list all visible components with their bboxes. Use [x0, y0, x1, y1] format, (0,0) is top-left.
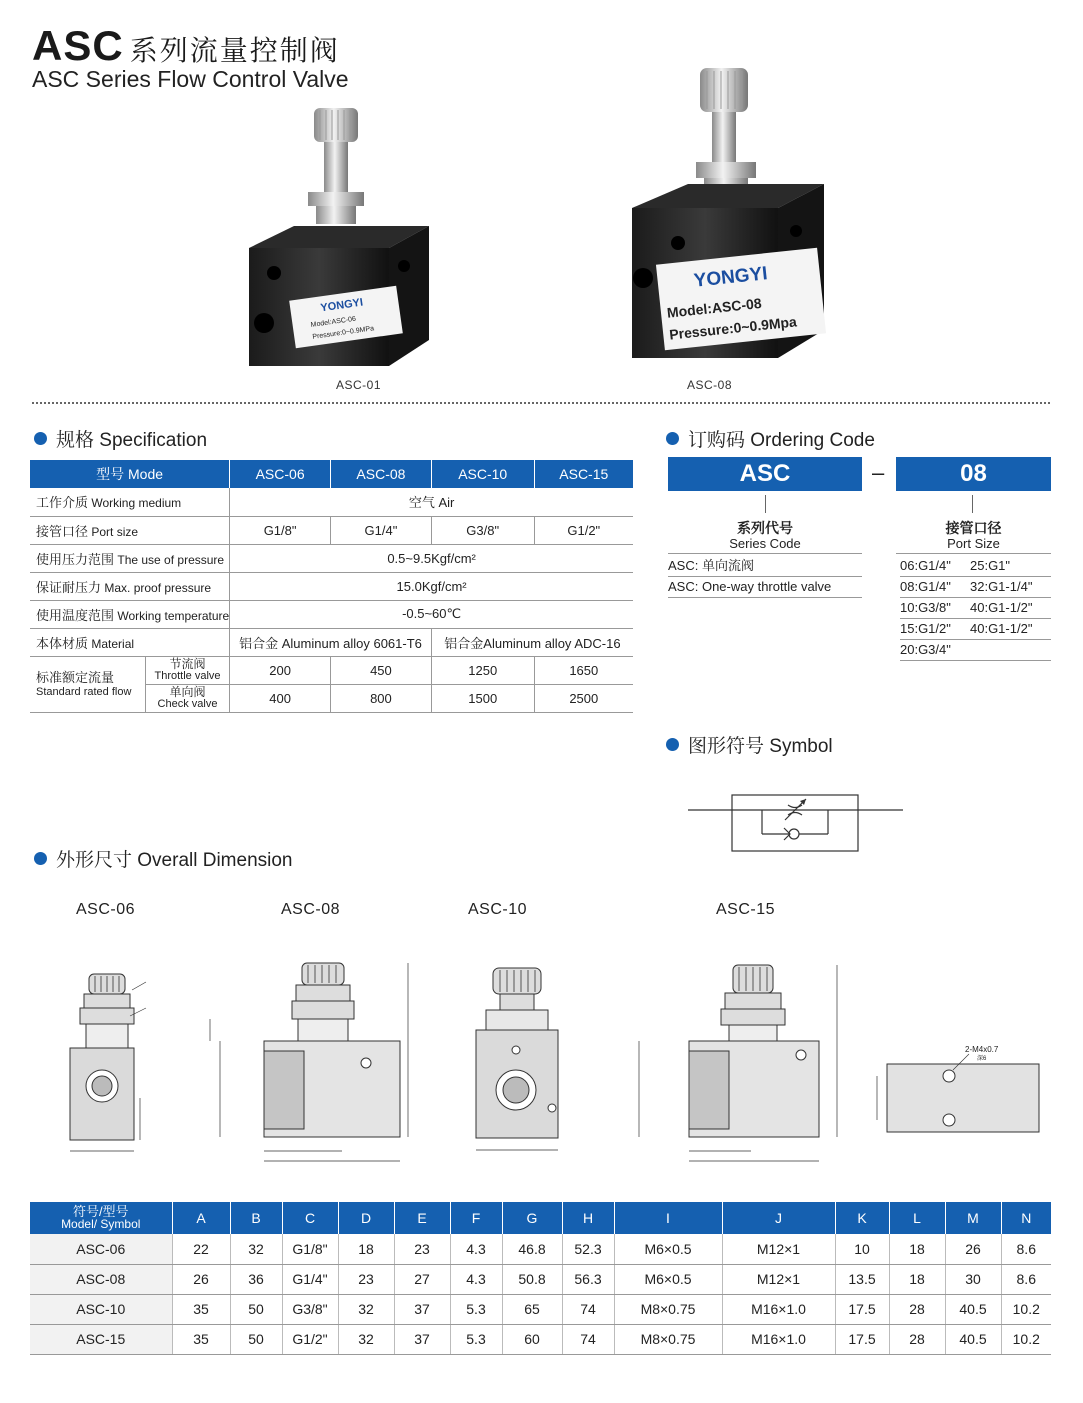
- dimension-cell: 74: [562, 1294, 614, 1324]
- product-asc-08-image: [628, 68, 828, 363]
- dimension-cell: 52.3: [562, 1234, 614, 1264]
- spec-row-port: [30, 516, 633, 544]
- dimension-cell: 17.5: [835, 1324, 889, 1354]
- dimension-cell: 65: [502, 1294, 562, 1324]
- dimension-cell: 74: [562, 1324, 614, 1354]
- divider: [32, 402, 1050, 404]
- drawing-label: ASC-08: [281, 901, 341, 918]
- title-cn-text: 系列流量控制阀: [129, 35, 340, 66]
- section-heading-dimension: [34, 845, 293, 872]
- dimension-col-header: C: [282, 1202, 338, 1234]
- table-row: [30, 1264, 1051, 1294]
- spec-value: 1500: [431, 684, 534, 712]
- dimension-cell: 5.3: [450, 1324, 502, 1354]
- dimension-cell: 36: [230, 1264, 282, 1294]
- section-title: 规格 Specification: [56, 430, 208, 451]
- port-size-item: 06:G1/4" 25:G1": [900, 556, 1051, 577]
- table-row: [30, 1324, 1051, 1354]
- spec-row-throttle: [30, 656, 633, 684]
- dimension-cell: 50.8: [502, 1264, 562, 1294]
- spec-value: 铝合金 Aluminum alloy 6061-T6: [230, 628, 432, 656]
- dimension-corner-header: 符号/型号 Model/ Symbol: [30, 1202, 172, 1234]
- spec-row-temperature: [30, 600, 633, 628]
- dimension-cell: 37: [394, 1324, 450, 1354]
- dimension-col-header: I: [614, 1202, 722, 1234]
- spec-row-material: [30, 628, 633, 656]
- dimension-cell: 27: [394, 1264, 450, 1294]
- bullet-icon: [34, 432, 47, 445]
- dimension-cell: 18: [889, 1234, 945, 1264]
- spec-header-label: 型号 Mode: [30, 460, 230, 488]
- connector-line: [765, 495, 766, 513]
- spec-model-header: ASC-06: [230, 460, 331, 488]
- spec-value: 800: [331, 684, 432, 712]
- drawing-asc-10: [466, 962, 576, 1162]
- dimension-model: ASC-06: [30, 1234, 172, 1264]
- section-heading-spec: [34, 425, 207, 452]
- dimension-cell: M16×1.0: [722, 1324, 835, 1354]
- dimension-col-header: G: [502, 1202, 562, 1234]
- dimension-model: ASC-08: [30, 1264, 172, 1294]
- dimension-cell: 10: [835, 1234, 889, 1264]
- port-size-item: 15:G1/2" 40:G1-1/2": [900, 619, 1051, 640]
- dimension-col-header: N: [1001, 1202, 1051, 1234]
- dimension-cell: M6×0.5: [614, 1264, 722, 1294]
- spec-value: 1650: [534, 656, 633, 684]
- dimension-cell: 13.5: [835, 1264, 889, 1294]
- spec-value: -0.5~60℃: [230, 600, 633, 628]
- dimension-cell: 5.3: [450, 1294, 502, 1324]
- series-code-heading: 系列代号 Series Code: [668, 521, 862, 554]
- section-title: 图形符号 Symbol: [688, 736, 833, 757]
- drawing-label: ASC-10: [468, 901, 528, 918]
- drawing-asc-06: [62, 968, 162, 1168]
- drawing-label: ASC-15: [716, 901, 776, 918]
- order-code-port: 08: [896, 457, 1051, 491]
- valve-symbol-diagram: [688, 792, 903, 859]
- dimension-cell: G1/2": [282, 1324, 338, 1354]
- dimension-col-header: M: [945, 1202, 1001, 1234]
- label-model: Model:ASC-08: [666, 294, 763, 321]
- spec-row-pressure: [30, 544, 633, 572]
- dimension-cell: 28: [889, 1324, 945, 1354]
- bullet-icon: [666, 738, 679, 751]
- order-code-dash: –: [872, 460, 885, 485]
- spec-label-throttle: 节流阀 Throttle valve: [145, 656, 229, 684]
- dimension-model: ASC-10: [30, 1294, 172, 1324]
- dimension-col-header: D: [338, 1202, 394, 1234]
- spec-header-row: [30, 460, 633, 488]
- label-pressure: Pressure:0~0.9MPa: [312, 325, 375, 341]
- bullet-icon: [34, 852, 47, 865]
- drawing-label: ASC-06: [76, 901, 136, 918]
- section-title: 订购码 Ordering Code: [688, 430, 875, 451]
- table-row: [30, 1234, 1051, 1264]
- page-title-cn: [32, 22, 340, 70]
- dimension-col-header: L: [889, 1202, 945, 1234]
- port-size-heading: 接管口径 Port Size: [896, 521, 1051, 554]
- dimension-cell: 32: [338, 1324, 394, 1354]
- dimension-col-header: A: [172, 1202, 230, 1234]
- dimension-col-header: B: [230, 1202, 282, 1234]
- dimension-cell: 18: [889, 1264, 945, 1294]
- spec-value: 200: [230, 656, 331, 684]
- spec-value: G1/4": [331, 516, 432, 544]
- label-brand: YONGYI: [692, 263, 769, 292]
- dimension-header-row: [30, 1202, 1051, 1234]
- hole-note: 2-M4x0.7: [965, 1045, 999, 1054]
- dimension-cell: M12×1: [722, 1264, 835, 1294]
- brand-code: ASC: [32, 22, 124, 69]
- dimension-cell: 26: [945, 1234, 1001, 1264]
- dimension-cell: M16×1.0: [722, 1294, 835, 1324]
- port-size-item: 08:G1/4" 32:G1-1/4": [900, 577, 1051, 598]
- spec-row-medium: [30, 488, 633, 516]
- spec-value: 0.5~9.5Kgf/cm²: [230, 544, 633, 572]
- dimension-cell: 28: [889, 1294, 945, 1324]
- label-brand: YONGYI: [319, 296, 364, 315]
- spec-row-proof: [30, 572, 633, 600]
- dimension-cell: M8×0.75: [614, 1324, 722, 1354]
- dimension-cell: G3/8": [282, 1294, 338, 1324]
- dimension-col-header: H: [562, 1202, 614, 1234]
- port-size-item: 20:G3/4": [900, 640, 1051, 661]
- spec-value: 空气 Air: [230, 488, 633, 516]
- spec-value: G1/8": [230, 516, 331, 544]
- bullet-icon: [666, 432, 679, 445]
- dimension-cell: 40.5: [945, 1324, 1001, 1354]
- dimension-cell: 4.3: [450, 1264, 502, 1294]
- spec-label: 使用压力范围 The use of pressure: [30, 544, 230, 572]
- spec-label: 接管口径 Port size: [30, 516, 230, 544]
- section-title: 外形尺寸 Overall Dimension: [56, 850, 293, 871]
- spec-model-header: ASC-10: [431, 460, 534, 488]
- dimension-cell: M6×0.5: [614, 1234, 722, 1264]
- hole-note-depth: 深6: [977, 1056, 987, 1062]
- spec-label-flow: 标准额定流量 Standard rated flow: [30, 656, 145, 712]
- label-pressure: Pressure:0~0.9Mpa: [668, 313, 798, 343]
- page-title-en: ASC Series Flow Control Valve: [32, 66, 349, 92]
- spec-model-header: ASC-15: [534, 460, 633, 488]
- spec-model-header: ASC-08: [331, 460, 432, 488]
- dimension-cell: 17.5: [835, 1294, 889, 1324]
- dimension-col-header: J: [722, 1202, 835, 1234]
- dimension-cell: 35: [172, 1294, 230, 1324]
- dimension-cell: 30: [945, 1264, 1001, 1294]
- spec-label: 工作介质 Working medium: [30, 488, 230, 516]
- dimension-cell: 26: [172, 1264, 230, 1294]
- spec-label: 本体材质 Material: [30, 628, 230, 656]
- dimension-col-header: K: [835, 1202, 889, 1234]
- dimension-cell: 50: [230, 1294, 282, 1324]
- dimension-table: [30, 1202, 1051, 1355]
- dimension-cell: 50: [230, 1324, 282, 1354]
- dimension-cell: 32: [230, 1234, 282, 1264]
- section-heading-ordering: [666, 425, 875, 452]
- table-row: [30, 1294, 1051, 1324]
- spec-value: G1/2": [534, 516, 633, 544]
- dimension-cell: M8×0.75: [614, 1294, 722, 1324]
- spec-value: 1250: [431, 656, 534, 684]
- port-size-item: 10:G3/8" 40:G1-1/2": [900, 598, 1051, 619]
- drawing-asc-15-side: [865, 1040, 1045, 1145]
- product-caption: ASC-01: [336, 378, 382, 392]
- dimension-model: ASC-15: [30, 1324, 172, 1354]
- dimension-cell: 60: [502, 1324, 562, 1354]
- label-model: Model:ASC-06: [310, 315, 357, 329]
- dimension-cell: 23: [338, 1264, 394, 1294]
- drawing-asc-08: [198, 955, 418, 1175]
- dimension-cell: 4.3: [450, 1234, 502, 1264]
- spec-table: [30, 460, 633, 713]
- section-heading-symbol: [666, 731, 833, 758]
- dimension-cell: 8.6: [1001, 1264, 1051, 1294]
- dimension-cell: G1/4": [282, 1264, 338, 1294]
- spec-value: G3/8": [431, 516, 534, 544]
- dimension-cell: 35: [172, 1324, 230, 1354]
- dimension-cell: 10.2: [1001, 1324, 1051, 1354]
- dimension-cell: 23: [394, 1234, 450, 1264]
- spec-value: 2500: [534, 684, 633, 712]
- spec-label-check: 单向阀 Check valve: [145, 684, 229, 712]
- dimension-col-header: E: [394, 1202, 450, 1234]
- connector-line: [972, 495, 973, 513]
- dimension-col-header: F: [450, 1202, 502, 1234]
- drawing-asc-15: [625, 955, 855, 1175]
- spec-value: 铝合金Aluminum alloy ADC-16: [431, 628, 633, 656]
- dimension-cell: 32: [338, 1294, 394, 1324]
- dimension-cell: 10.2: [1001, 1294, 1051, 1324]
- spec-label: 保证耐压力 Max. proof pressure: [30, 572, 230, 600]
- order-code-series: ASC: [668, 457, 862, 491]
- dimension-cell: M12×1: [722, 1234, 835, 1264]
- series-code-item: ASC: One-way throttle valve: [668, 577, 862, 598]
- dimension-cell: 40.5: [945, 1294, 1001, 1324]
- product-caption: ASC-08: [687, 378, 733, 392]
- dimension-cell: 37: [394, 1294, 450, 1324]
- dimension-cell: 8.6: [1001, 1234, 1051, 1264]
- dimension-cell: 56.3: [562, 1264, 614, 1294]
- spec-label: 使用温度范围 Working temperature: [30, 600, 230, 628]
- dimension-cell: G1/8": [282, 1234, 338, 1264]
- product-asc-01-image: [244, 108, 434, 368]
- spec-value: 450: [331, 656, 432, 684]
- dimension-cell: 18: [338, 1234, 394, 1264]
- dimension-cell: 46.8: [502, 1234, 562, 1264]
- spec-value: 15.0Kgf/cm²: [230, 572, 633, 600]
- series-code-item: ASC: 单向流阀: [668, 556, 862, 577]
- spec-value: 400: [230, 684, 331, 712]
- dimension-cell: 22: [172, 1234, 230, 1264]
